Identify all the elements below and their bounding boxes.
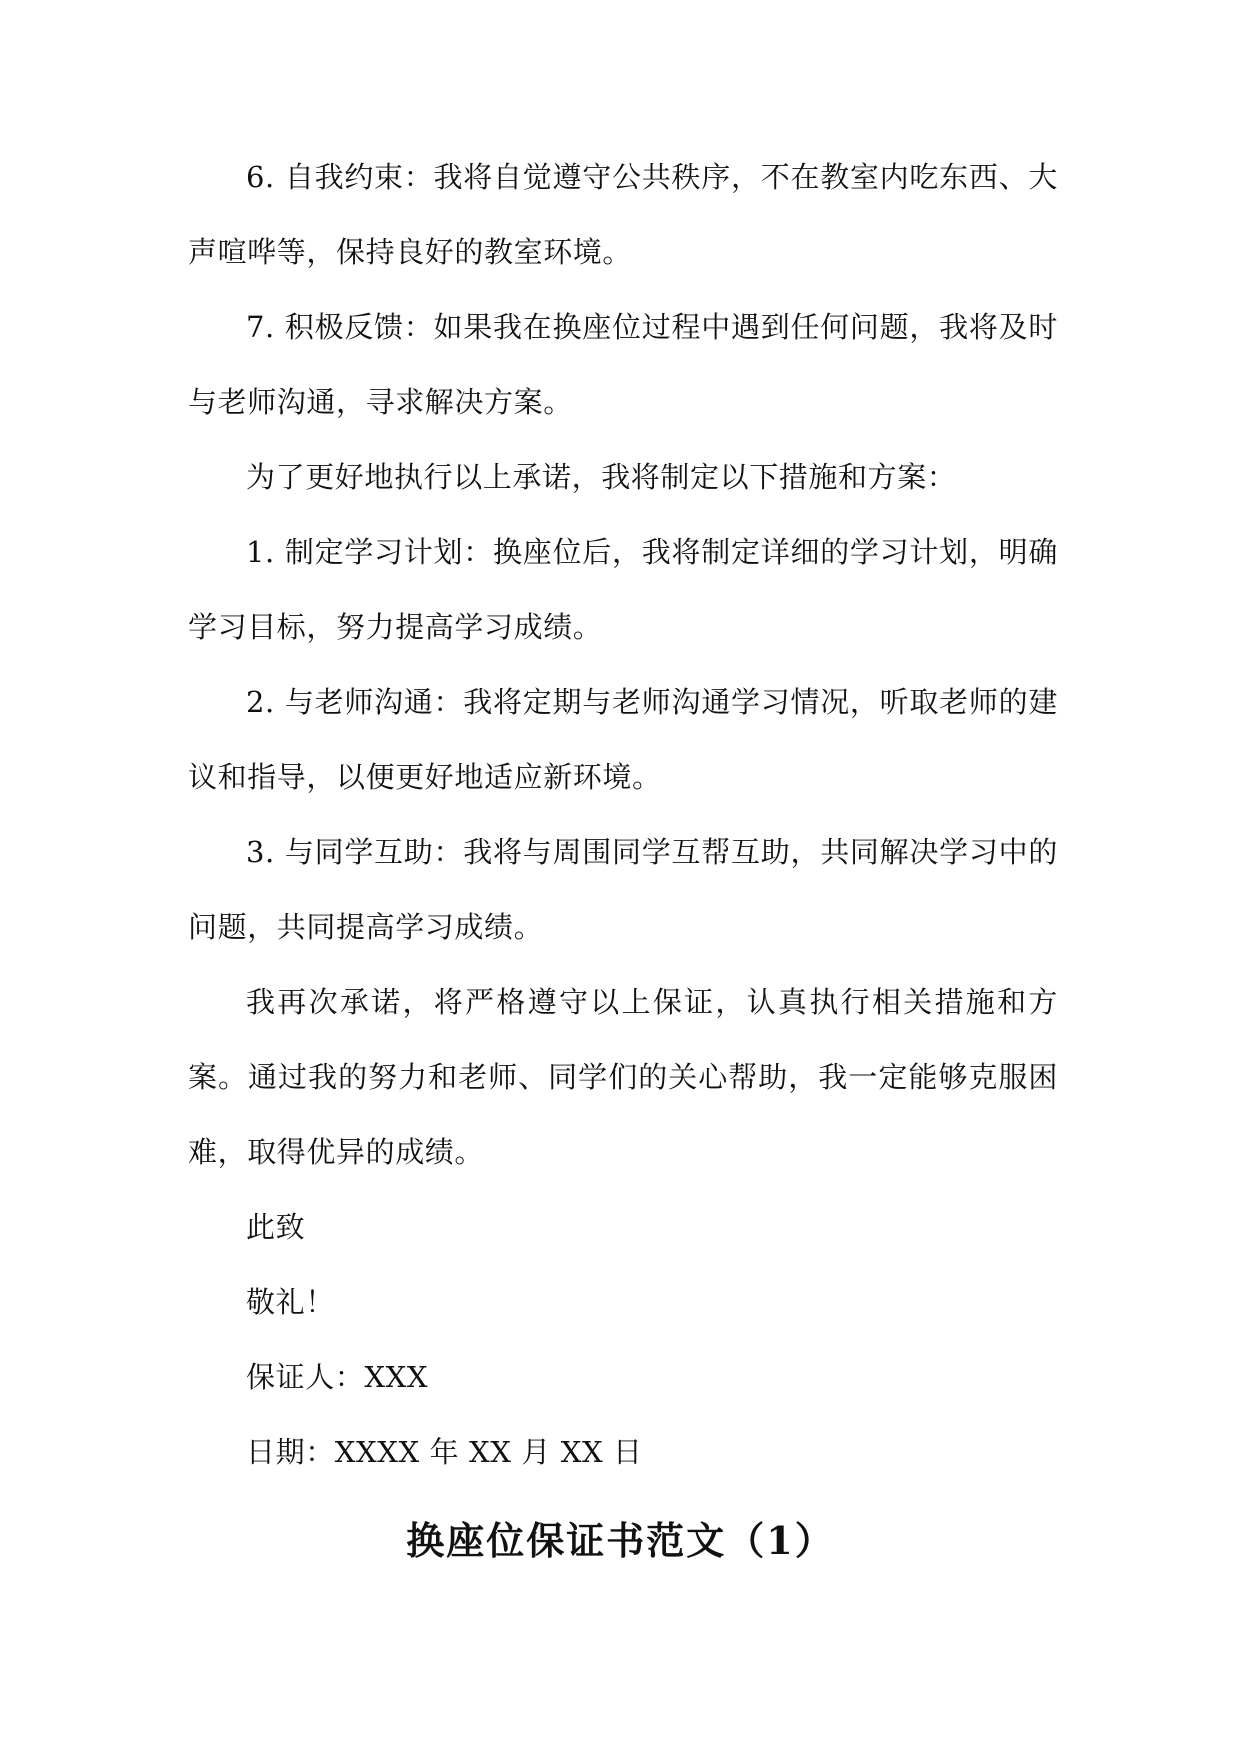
closing-regards: 敬礼！ (246, 1285, 335, 1319)
closing-salutation: 此致 (246, 1210, 306, 1244)
paragraph-item-7: 7. 积极反馈：如果我在换座位过程中遇到任何问题，我将及时与老师沟通，寻求解决方案。 (188, 310, 1058, 419)
next-section-title: 换座位保证书范文（1） (406, 1518, 835, 1563)
paragraph-measures-intro: 为了更好地执行以上承诺，我将制定以下措施和方案： (246, 460, 957, 494)
paragraph-measure-2: 2. 与老师沟通：我将定期与老师沟通学习情况，听取老师的建议和指导，以便更好地适应新环境。 (188, 685, 1058, 794)
paragraph-conclusion: 我再次承诺，将严格遵守以上保证，认真执行相关措施和方案。通过我的努力和老师、同学们的关心帮助，我一定能够克服困难，取得优异的成绩。 (188, 985, 1058, 1169)
date-line: 日期：XXXX 年 XX 月 XX 日 (246, 1435, 643, 1469)
paragraph-item-6: 6. 自我约束：我将自觉遵守公共秩序，不在教室内吃东西、大声喧哗等，保持良好的教室环境。 (188, 160, 1058, 269)
paragraph-measure-3: 3. 与同学互助：我将与周围同学互帮互助，共同解决学习中的问题，共同提高学习成绩。 (188, 835, 1058, 944)
document-body (188, 140, 1058, 1490)
paragraph-measure-1: 1. 制定学习计划：换座位后，我将制定详细的学习计划，明确学习目标，努力提高学习成绩。 (188, 535, 1058, 644)
guarantor-line: 保证人：XXX (246, 1360, 429, 1394)
